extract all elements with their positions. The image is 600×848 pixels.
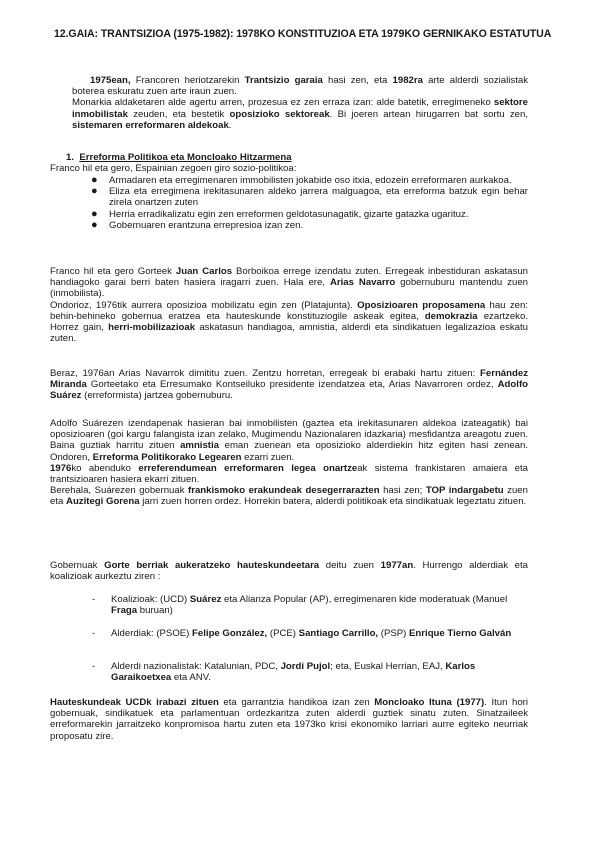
text: . (228, 119, 232, 131)
text: hasi zen, eta (322, 75, 393, 86)
text: . Itun hori gobernuak, sindikatuek eta parlamentuan ordezkaritza zuten alderdi guztiek sinatu zuten. Sinatzaileek erreformarekin jarraitzeko konpromisoa hartu zuten eta 1973ko krisi ekonomiko larriari aurre egiteko neurriak proposatu zire. (50, 697, 529, 742)
party-list (92, 594, 528, 616)
bold-text: Arias Navarro (329, 277, 396, 289)
text: Gorteetako eta Erresumako Kontseiluko presidente izendatzea eta, Arias Navarroren ordez, (86, 379, 498, 391)
paragraph-berehala (50, 485, 528, 507)
section-number: 1. (66, 152, 75, 163)
paragraph-juan-carlos (50, 266, 528, 300)
list-item (92, 628, 528, 639)
text: eta garrantzia handikoa izan zen (218, 697, 375, 708)
text: askatasun handiagoa, amnistia, alderdi eta sindikatuen legalizazioa eskatu zuten. (50, 322, 528, 345)
text: deitu zuen (319, 560, 381, 571)
text: Francoren heriotzarekin (130, 75, 245, 86)
section-1-heading (66, 152, 536, 163)
text: Eliza eta erregimena irekitasunaren aldeko jarrera malguagoa, eta erreforma batzuk egin behar zirela onartzen zuten (109, 186, 528, 209)
bold-text: Auzitegi Gorena (66, 496, 140, 508)
text: Gobernuak (50, 560, 105, 571)
section-1-lead: Franco hil eta gero, Espainian zegoen giro sozio-politikoa: (50, 163, 297, 174)
text: Ondorioz, 1976tik aurrera oposizioa mobilizatu egin zen (Platajunta). (50, 299, 358, 311)
bold-text: Fraga (111, 605, 138, 617)
bold-text: Enrique Tierno Galván (409, 628, 512, 639)
text: Herria erradikalizatu egin zen erreformen geldotasunagatik, gizarte gatazka ugarituz. (109, 208, 469, 220)
text: eta Alianza Popular (AP), erregimenaren kide moderatuak (Manuel (221, 594, 508, 605)
bold-text: Fernández Miranda (50, 368, 528, 391)
text: zeuden, eta bestetik (127, 108, 230, 120)
bold-text: amnistia (180, 440, 220, 452)
text: (PCE) (267, 628, 299, 639)
text: eta ANV. (171, 672, 211, 684)
bullet-icon: ● (91, 218, 98, 231)
paragraph-ondorioz (50, 300, 528, 345)
bold-text: demokrazia (424, 310, 478, 322)
text: Adolfo Suárezen izendapenak hasieran bai inmobilisten (gaztea eta irekitasunaren aldekoa izateagatik) bai oposizioaren (goi kargu falangista izan zelako, Mugimendu Nazionalaren idazkaria) mesfidantza areagotu zuen. Baina guztiak harritu zituen (50, 418, 528, 452)
bold-text: Felipe González, (192, 628, 268, 639)
bold-text: Oposizioaren proposamena (357, 299, 486, 311)
text: . Hurrengo alderdiak eta koalizioak aurkeztu ziren : (50, 560, 529, 583)
paragraph-1976 (50, 463, 528, 485)
paragraph-adolfo (50, 418, 528, 463)
bold-text: TOP indargabetu (425, 485, 504, 497)
bold-text: 1976 (50, 462, 72, 474)
bold-text: erreferendumean erreformaren legea onartze (138, 462, 358, 474)
text: Borboikoa errege izendatu zuten. Erregeak inbestiduran askatasun handiagoko garai berri baten hasiera iragarri zuen. Hala ere, (50, 266, 528, 289)
text: Alderdiak: (PSOE) (111, 628, 193, 639)
term-trantsizio: Trantsizio garaia (244, 75, 323, 86)
adolfo-block (50, 418, 528, 508)
dash-icon: - (92, 628, 96, 639)
party-list (92, 628, 528, 639)
bold-text: Santiago Carrillo, (298, 628, 379, 639)
juan-carlos-block (50, 266, 528, 344)
list-item (90, 175, 528, 186)
list-item (90, 186, 528, 208)
text: Koalizioak: (UCD) (111, 594, 190, 605)
text: zuen eta (50, 485, 528, 508)
bold-text: Suárez (189, 594, 222, 605)
party-list (92, 661, 528, 683)
bold-text: oposizioko sektoreak (229, 108, 330, 120)
list-item (92, 661, 528, 683)
text: (erreformista) jartzea gobernuburu. (81, 390, 233, 402)
text: ; eta, Euskal Herrian, EAJ, (330, 661, 446, 672)
dash-icon: - (92, 661, 96, 672)
bold-text: Moncloako Ituna (1977) (374, 697, 485, 708)
text: Franco hil eta gero Gorteek (50, 266, 176, 277)
text: hau zen: behin-behineko gobernua eratzea eta hauteskunde konstituziogile askeak egitea, (50, 299, 528, 322)
text: ezartzeko. Horrez gain, (50, 310, 528, 334)
text: hasi zen; (379, 485, 426, 497)
intro-paragraph-1 (72, 75, 528, 97)
paragraph-beraz (50, 368, 528, 402)
year-1982: 1982ra (392, 75, 423, 86)
text: Armadaren eta erregimenaren immobilisten jokabide oso itxia, edozein erreformaren aurkakoa. (109, 175, 512, 186)
bold-text: 1977an (380, 560, 414, 571)
year-1975: 1975ean, (90, 75, 131, 86)
text: (PSP) (378, 628, 410, 639)
bold-text: Juan Carlos (175, 266, 233, 277)
bold-text: Hauteskundeak UCDk irabazi zituen (50, 697, 219, 708)
text: Berehala, Suárezen gobernuak (50, 485, 189, 497)
list-item (90, 220, 528, 231)
text: eman zuenean eta oposizioko alderdiekin hitz egiten hasi zenean. Ondoren, (50, 440, 528, 463)
bold-text: Jordi Pujol (280, 661, 331, 672)
bold-text: frankismoko erakundeak desegerrarazten (188, 485, 380, 497)
bold-text: Karlos Garaikoetxea (111, 661, 476, 684)
text: ezarri zuen. (241, 451, 295, 463)
page-title: 12.GAIA: TRANTSIZIOA (1975-1982): 1978KO KONSTITUZIOA ETA 1979KO GERNIKAKO ESTATUTUA (54, 28, 552, 40)
bold-text: Erreforma Politikorako Legearen (92, 451, 242, 463)
dash-icon: - (92, 594, 96, 605)
section-heading-text: Erreforma Politikoa eta Moncloako Hitzarmena (79, 152, 292, 163)
text: . Bi joeren artean hirugarren bat sortu zen, (329, 108, 528, 120)
list-item (92, 594, 528, 616)
text: arte alderdi sozialistak boterea eskuratu zuen arte iraun zuen. (72, 75, 528, 98)
intro-block (72, 75, 528, 131)
text: buruan) (137, 605, 173, 617)
bold-text: sektore inmobilistak (72, 97, 528, 120)
bold-text: sistemaren erreformaren aldekoak (72, 119, 229, 131)
text: gobernuburu mantendu zuen (inmobilista). (50, 277, 528, 300)
bullet-icon: ● (91, 185, 98, 198)
text: ko abenduko (71, 462, 139, 474)
bullet-icon: ● (91, 207, 98, 220)
text: Alderdi nazionalistak: Katalunian, PDC, (111, 661, 281, 672)
bold-text: herri-mobilizazioak (108, 322, 196, 334)
bold-text: Adolfo Suárez (50, 379, 528, 402)
text: ak sistema frankistaren amaiera eta trantsizioaren hasiera ekarri zituen. (50, 462, 528, 486)
bold-text: Gorte berriak aukeratzeko hauteskundeetara (104, 560, 320, 571)
context-bullet-list (90, 175, 528, 231)
list-item (90, 209, 528, 220)
text: jarri zuen horren ordez. Horrekin batera, alderdi politikoak eta sindikatuak legeztatu zituen. (139, 496, 527, 508)
text: Gobernuaren erantzuna errepresioa izan zen. (109, 219, 304, 231)
intro-paragraph-2 (72, 97, 528, 131)
paragraph-gobernuak (50, 560, 528, 582)
paragraph-hauteskundeak (50, 697, 528, 742)
bullet-icon: ● (91, 174, 98, 186)
text: Monarkia aldaketaren alde agertu arren, prozesua ez zen erraza izan: alde batetik, erregimeneko (72, 97, 494, 109)
text: Beraz, 1976an Arias Navarrok dimititu zuen. Zentzu horretan, erregeak bi erabaki hartu zituen: (50, 368, 481, 379)
